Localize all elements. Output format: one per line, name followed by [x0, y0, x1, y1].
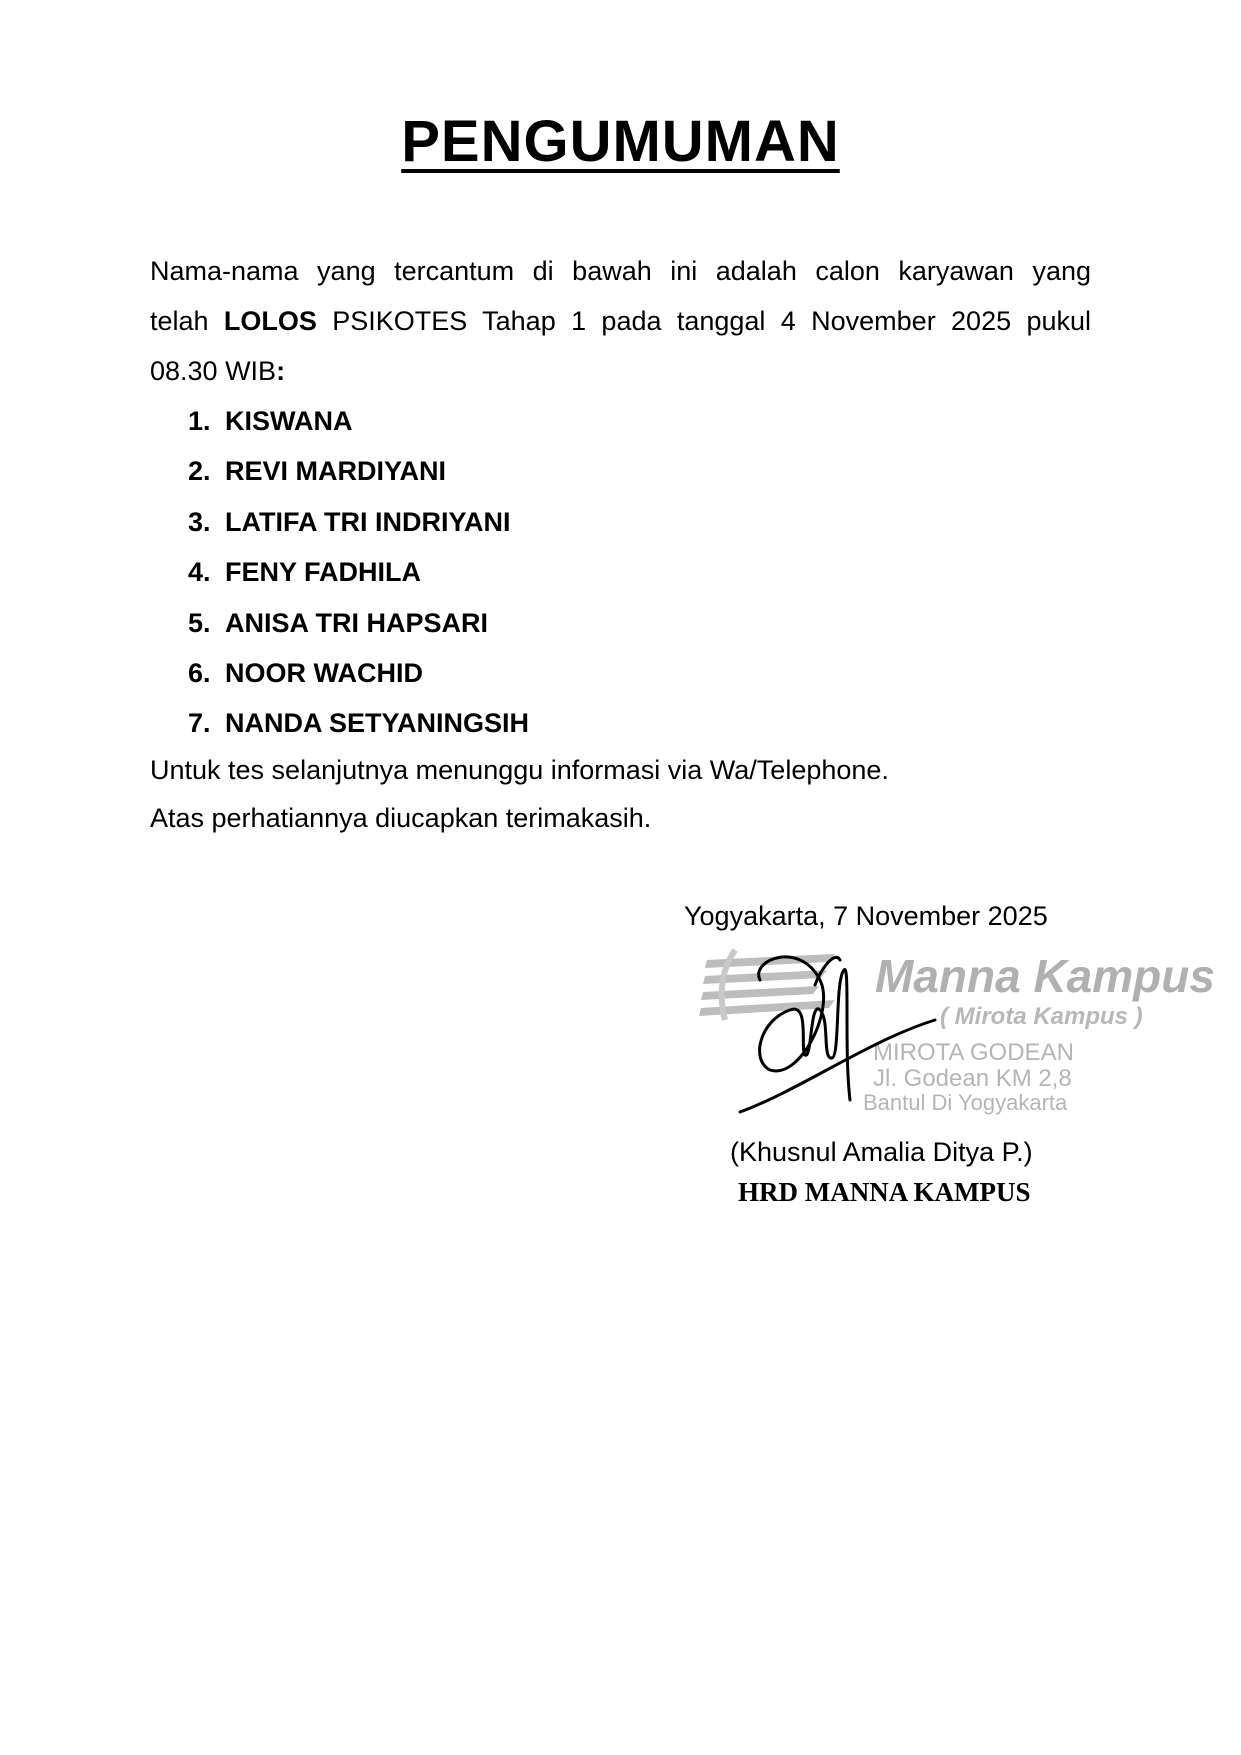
signature-icon: [740, 940, 940, 1120]
list-item-name: LATIFA TRI INDRIYANI: [225, 506, 511, 537]
closing-paragraph: [150, 746, 889, 842]
intro-line-3: [150, 346, 1091, 396]
stamp-branch: MIROTA GODEAN: [873, 1039, 1074, 1066]
list-item: [188, 547, 529, 597]
list-item-name: KISWANA: [225, 406, 353, 436]
intro-lolos-emphasis: LOLOS: [223, 306, 317, 336]
intro-paragraph: [150, 246, 1091, 396]
intro-line-1: Nama-nama yang tercantum di bawah ini adalah calon karyawan yang: [150, 256, 1091, 286]
list-item-number: 4.: [188, 557, 211, 588]
intro-line-2-suffix: PSIKOTES Tahap 1 pada tanggal 4 November 2025 pukul: [316, 306, 1091, 336]
signer-name: (Khusnul Amalia Ditya P.): [730, 1137, 1033, 1167]
list-item-name: REVI MARDIYANI: [225, 456, 447, 487]
stamp-sub-brand: ( Mirota Kampus ): [940, 1003, 1143, 1030]
place-date: Yogyakarta, 7 November 2025: [684, 901, 1048, 931]
list-item: [188, 497, 529, 547]
list-item-number: 3.: [188, 506, 211, 537]
closing-line-2: Atas perhatiannya diucapkan terimakasih.: [150, 803, 652, 833]
closing-line-1: Untuk tes selanjutnya menunggu informasi via Wa/Telephone.: [150, 755, 889, 785]
list-item-name: NANDA SETYANINGSIH: [225, 708, 530, 739]
stamp-address: Jl. Godean KM 2,8: [873, 1065, 1072, 1092]
intro-colon: :: [276, 356, 286, 386]
list-item-name: NOOR WACHID: [225, 658, 423, 689]
list-item-name: FENY FADHILA: [225, 557, 422, 588]
list-item: [188, 396, 529, 446]
stamp-brand: Manna Kampus: [875, 950, 1215, 1002]
list-item-number: 6.: [188, 658, 211, 689]
list-item-number: 1.: [188, 406, 211, 436]
list-item-name: ANISA TRI HAPSARI: [225, 607, 489, 638]
list-item-number: 7.: [188, 708, 211, 739]
page-title: PENGUMUMAN: [401, 109, 840, 174]
intro-time: 08.30 WIB: [150, 356, 277, 386]
list-item-number: 5.: [188, 607, 211, 638]
list-item: [188, 446, 529, 496]
intro-line-2: [150, 296, 1091, 346]
stamp-city: Bantul Di Yogyakarta: [863, 1090, 1068, 1115]
signer-title: HRD MANNA KAMPUS: [738, 1177, 1031, 1207]
list-item: [188, 648, 529, 698]
candidate-list: [188, 396, 529, 749]
list-item-number: 2.: [188, 456, 211, 487]
intro-line-2-prefix: telah: [150, 306, 224, 336]
list-item: [188, 698, 529, 748]
list-item: [188, 598, 529, 648]
